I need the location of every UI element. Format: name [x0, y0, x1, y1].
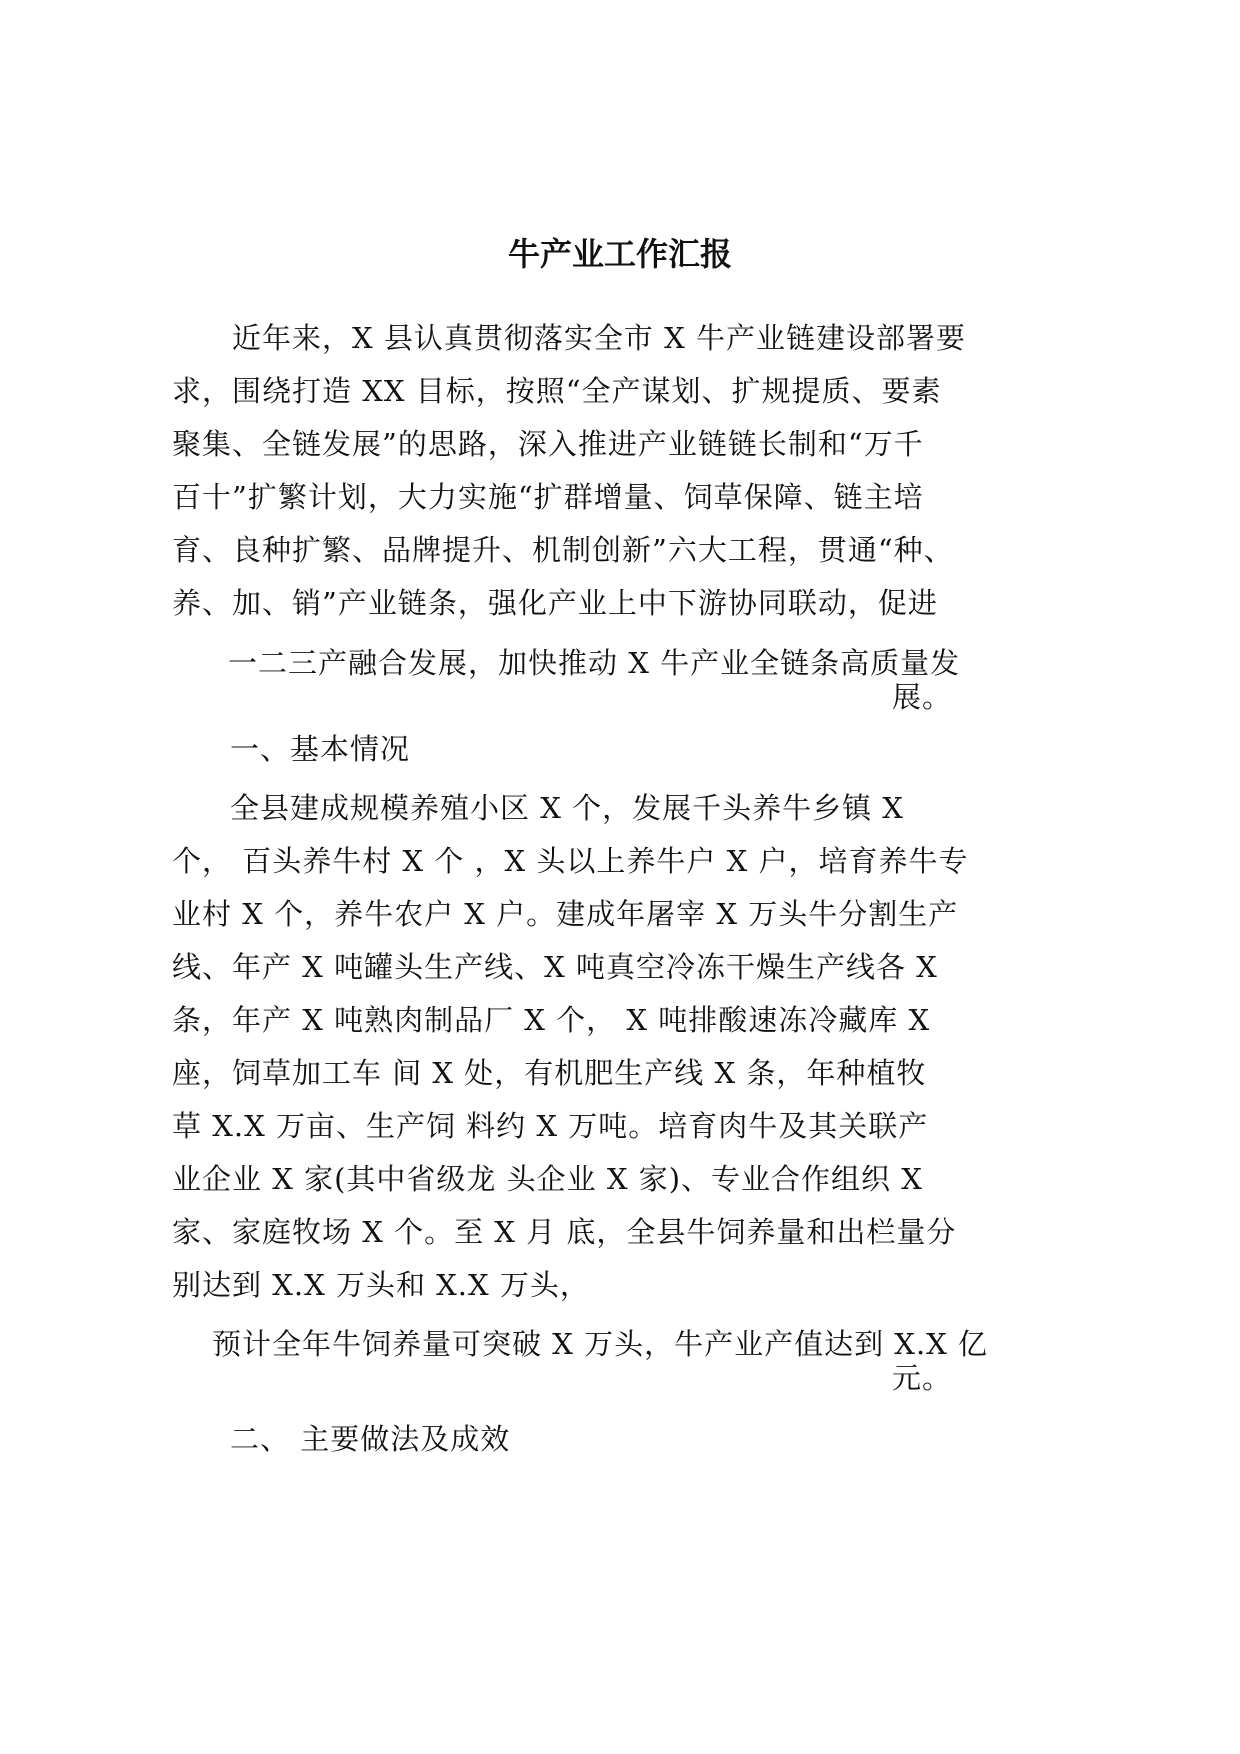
paragraph-2-line-3: 业村 X 个，养牛农户 X 户。建成年屠宰 X 万头牛分割生产 — [172, 897, 959, 931]
document-title: 牛产业工作汇报 — [507, 235, 732, 273]
paragraph-2-line-7: 草 X.X 万亩、生产饲 料约 X 万吨。培育肉牛及其关联产 — [172, 1109, 929, 1143]
paragraph-2-line-4: 线、年产 X 吨罐头生产线、X 吨真空冷冻干燥生产线各 X — [172, 950, 938, 984]
paragraph-1-line-2: 求，围绕打造 XX 目标，按照“全产谋划、扩规提质、要素 — [172, 374, 942, 408]
paragraph-2-tail-line-1: 预计全年牛饲养量可突破 X 万头，牛产业产值达到 X.X 亿 — [212, 1327, 989, 1361]
section-heading-2: 二、 主要做法及成效 — [230, 1422, 511, 1456]
paragraph-2-line-6: 座，饲草加工车 间 X 处，有机肥生产线 X 条，年种植牧 — [172, 1056, 927, 1090]
paragraph-2-line-1: 全县建成规模养殖小区 X 个，发展千头养牛乡镇 X — [230, 791, 904, 825]
paragraph-2-line-2: 个， 百头养牛村 X 个 ，X 头以上养牛户 X 户，培育养牛专 — [172, 844, 969, 878]
paragraph-2-tail-line-2: 元。 — [892, 1361, 953, 1395]
section-heading-1: 一、基本情况 — [230, 732, 411, 766]
paragraph-1-line-4: 百十”扩繁计划，大力实施“扩群增量、饲草保障、链主培 — [172, 480, 924, 514]
paragraph-2-line-8: 业企业 X 家(其中省级龙 头企业 X 家)、专业合作组织 X — [172, 1162, 923, 1196]
paragraph-1-line-3: 聚集、全链发展”的思路，深入推进产业链链长制和“万千 — [172, 427, 924, 461]
paragraph-2-line-9: 家、家庭牧场 X 个。至 X 月 底，全县牛饲养量和出栏量分 — [172, 1215, 957, 1249]
paragraph-1-tail-line-1: 一二三产融合发展，加快推动 X 牛产业全链条高质量发 — [228, 646, 961, 680]
paragraph-1-line-5: 育、良种扩繁、品牌提升、机制创新”六大工程，贯通“种、 — [172, 533, 954, 567]
paragraph-2-line-5: 条，年产 X 吨熟肉制品厂 X 个， X 吨排酸速冻冷藏库 X — [172, 1003, 931, 1037]
paragraph-2-line-10: 别达到 X.X 万头和 X.X 万头， — [172, 1268, 590, 1302]
paragraph-1-line-1: 近年来，X 县认真贯彻落实全市 X 牛产业链建设部署要 — [232, 321, 966, 355]
paragraph-1-line-6: 养、加、销”产业链条，强化产业上中下游协同联动，促进 — [172, 586, 938, 620]
paragraph-1-tail-line-2: 展。 — [892, 680, 953, 714]
